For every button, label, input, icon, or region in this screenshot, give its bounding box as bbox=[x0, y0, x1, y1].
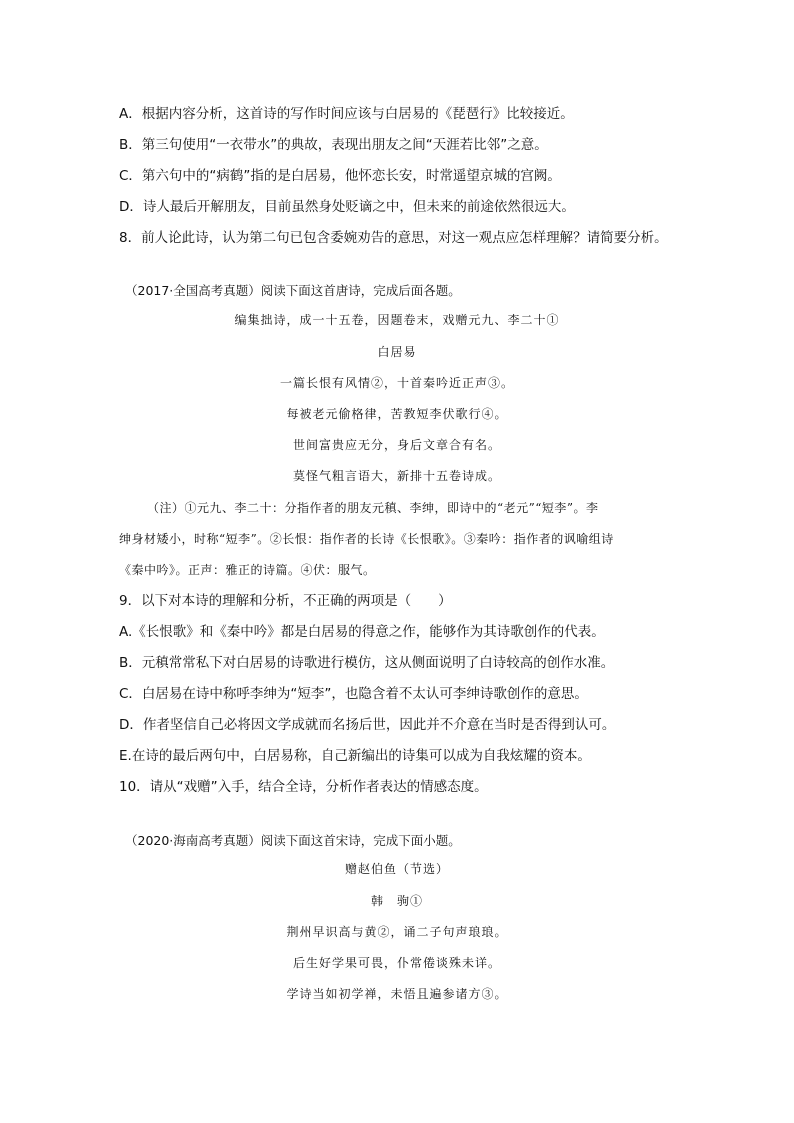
q9-option-d: D．作者坚信自己必将因文学成就而名扬后世，因此并不介意在当时是否得到认可。 bbox=[119, 717, 616, 733]
poem-note-line-3: 《秦中吟》。正声：雅正的诗篇。④伏：服气。 bbox=[119, 563, 376, 577]
q7-option-a: A．根据内容分析，这首诗的写作时间应该与白居易的《琵琶行》比较接近。 bbox=[119, 106, 574, 122]
question-8: 8．前人论此诗，认为第二句已包含委婉劝告的意思，对这一观点应怎样理解？请简要分析。 bbox=[119, 230, 668, 246]
poem-note-line-1: （注）①元九、李二十：分指作者的朋友元稹、李绅，即诗中的“老元”“短李”。李 bbox=[147, 501, 599, 515]
question-10: 10．请从“戏赠”入手，结合全诗，分析作者表达的情感态度。 bbox=[119, 779, 488, 795]
poem-note-line-2: 绅身材矮小，时称“短李”。②长恨：指作者的长诗《长恨歌》。③秦吟：指作者的讽喻组诗 bbox=[119, 532, 614, 546]
poem-line-4: 莫怪气粗言语大，新排十五卷诗成。 bbox=[292, 469, 501, 483]
q9-option-b: B．元稹常常私下对白居易的诗歌进行模仿，这从侧面说明了白诗较高的创作水准。 bbox=[119, 655, 615, 671]
q7-option-c: C．第六句中的“病鹤”指的是白居易，他怀恋长安，时常遥望京城的宫阙。 bbox=[119, 168, 561, 184]
q7-option-b: B．第三句使用“一衣带水”的典故，表现出朋友之间“天涯若比邻”之意。 bbox=[119, 137, 548, 153]
poem-line-3: 世间富贵应无分，身后文章合有名。 bbox=[292, 438, 501, 452]
question-9: 9．以下对本诗的理解和分析，不正确的两项是（ ） bbox=[119, 593, 452, 609]
poem-title: 编集拙诗，成一十五卷，因题卷末，戏赠元九、李二十① bbox=[234, 313, 560, 327]
poem-line-2: 每被老元偷格律，苦教短李伏歌行④。 bbox=[286, 407, 508, 421]
poem2-line-3: 学诗当如初学禅，未悟且遍参诸方③。 bbox=[286, 987, 508, 1001]
section-2020-intro: （2020·海南高考真题）阅读下面这首宋诗，完成下面小题。 bbox=[125, 833, 461, 848]
q9-option-a: A.《长恨歌》和《秦中吟》都是白居易的得意之作，能够作为其诗歌创作的代表。 bbox=[119, 624, 605, 640]
q7-option-d: D．诗人最后开解朋友，目前虽然身处贬谪之中，但未来的前途依然很远大。 bbox=[119, 199, 575, 215]
poem2-title: 赠赵伯鱼（节选） bbox=[344, 862, 449, 876]
q9-option-c: C．白居易在诗中称呼李绅为“短李”，也隐含着不太认可李绅诗歌创作的意思。 bbox=[119, 686, 588, 702]
poem-author: 白居易 bbox=[377, 345, 417, 359]
poem2-author: 韩 驹① bbox=[370, 894, 423, 908]
poem2-line-1: 荆州早识高与黄②，诵二子句声琅琅。 bbox=[286, 925, 508, 939]
poem2-line-2: 后生好学果可畏，仆常倦谈殊未详。 bbox=[292, 956, 501, 970]
section-2017-intro: （2017·全国高考真题）阅读下面这首唐诗，完成后面各题。 bbox=[125, 283, 461, 298]
q9-option-e: E.在诗的最后两句中，白居易称，自己新编出的诗集可以成为自我炫耀的资本。 bbox=[119, 748, 591, 764]
poem-line-1: 一篇长恨有风情②，十首秦吟近正声③。 bbox=[279, 376, 514, 390]
